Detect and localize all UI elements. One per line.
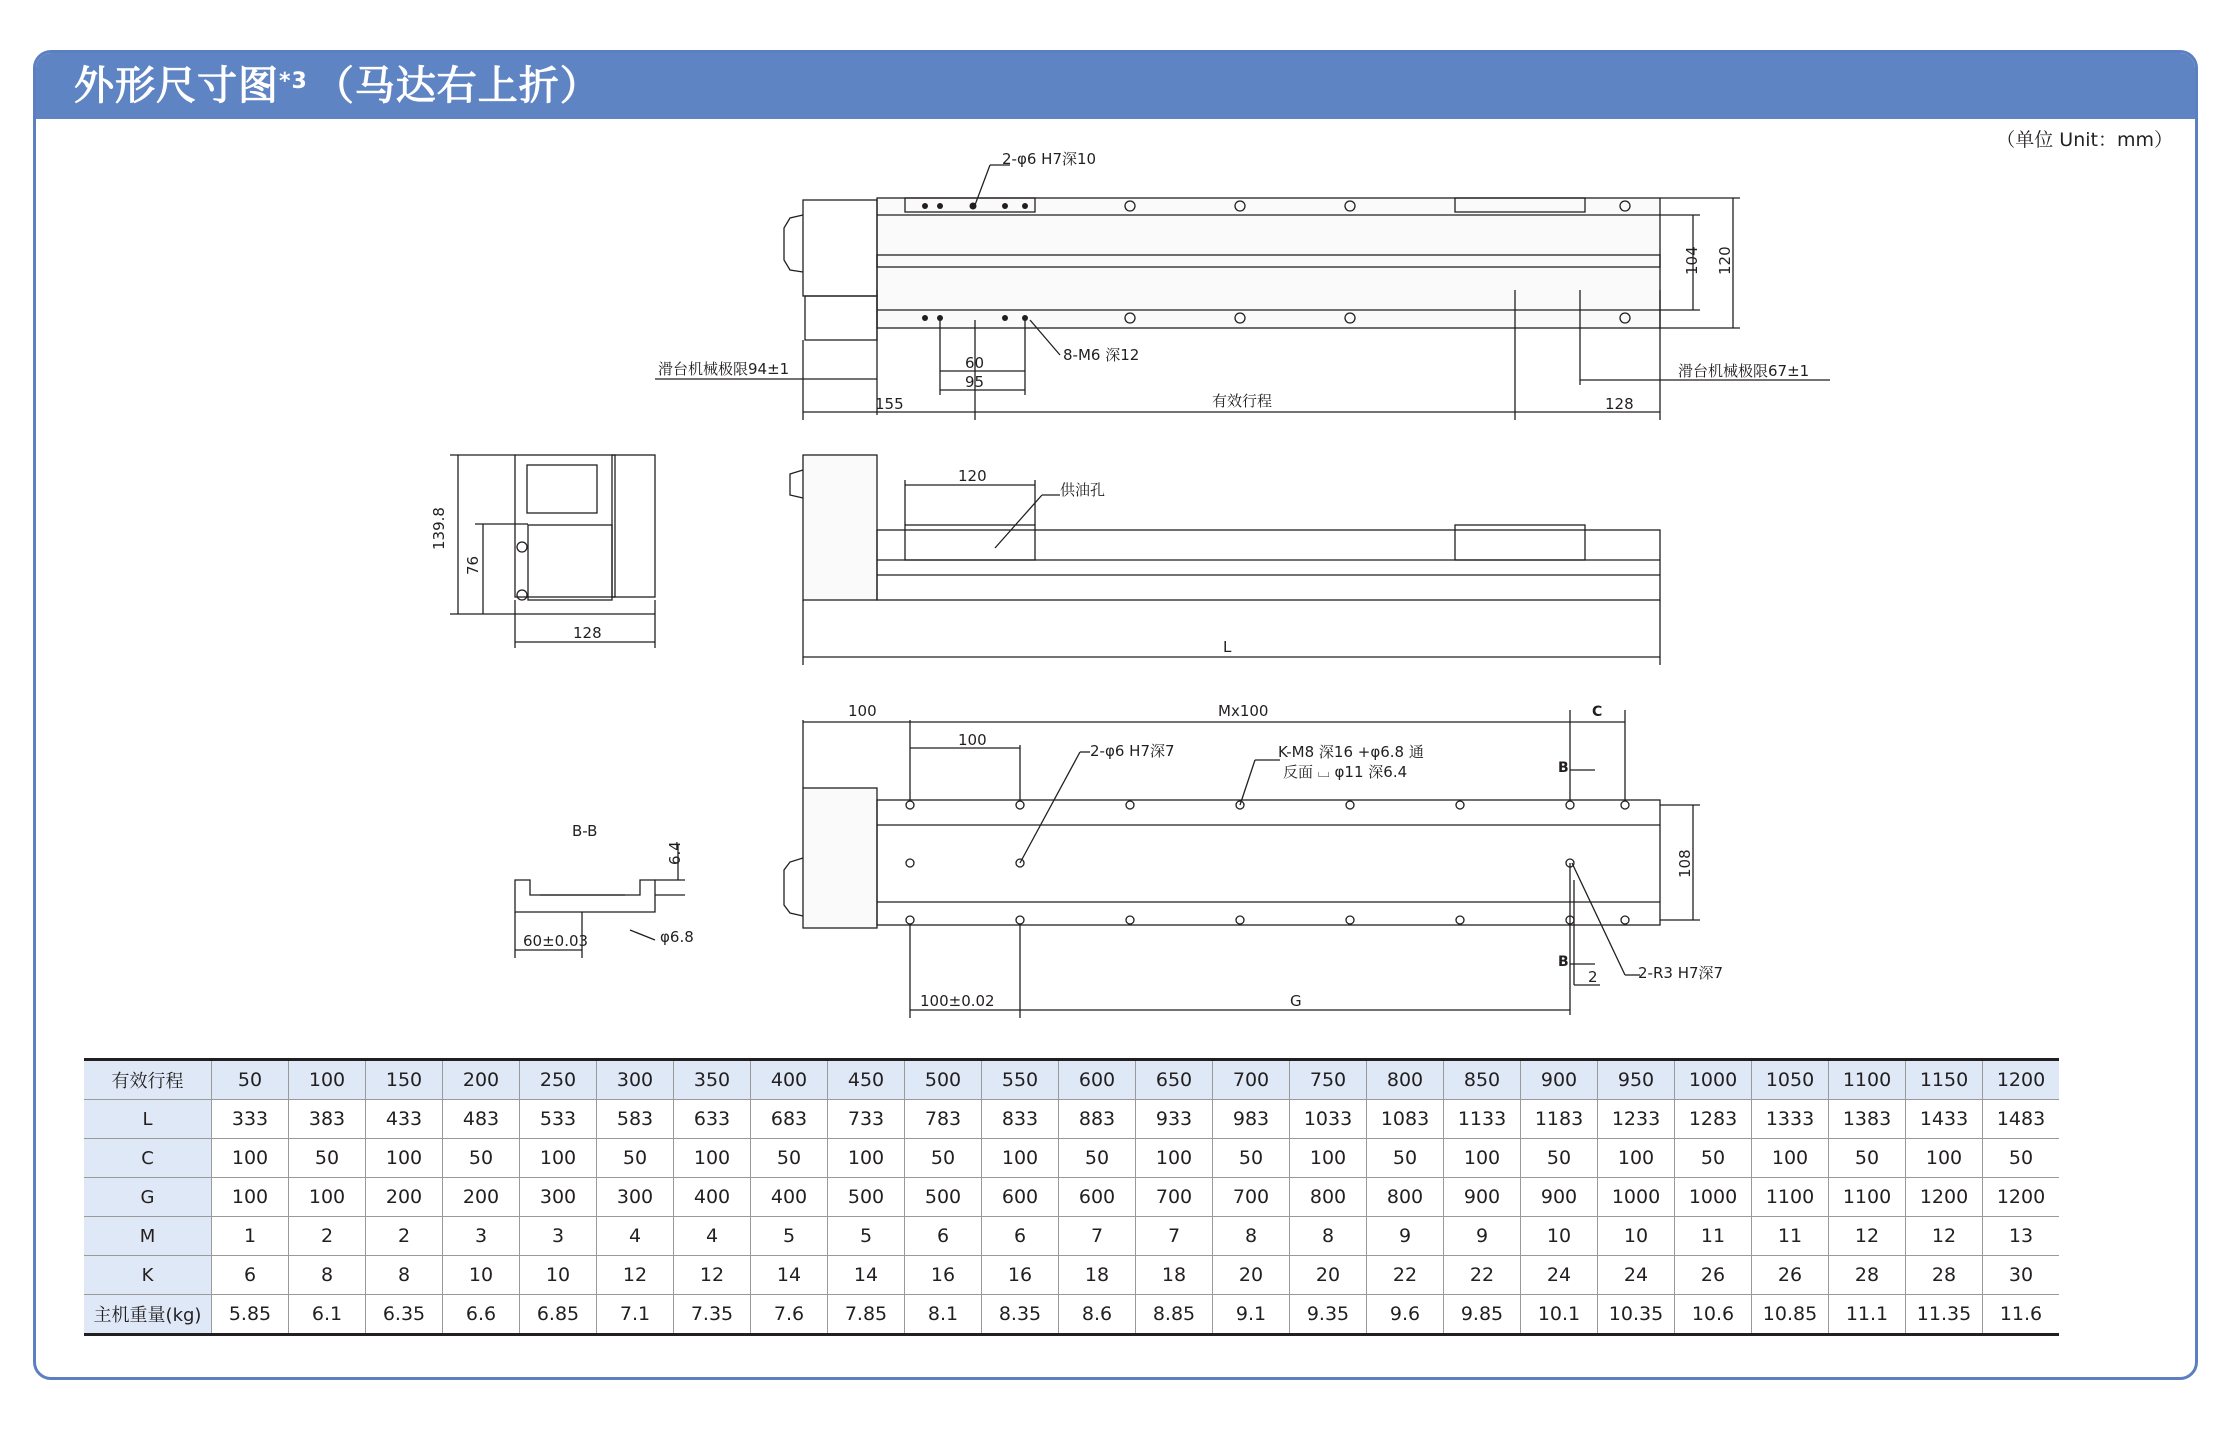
table-cell: 50 (289, 1139, 366, 1178)
b-marker-top: B (1558, 760, 1569, 776)
table-cell: 28 (1906, 1256, 1983, 1295)
table-cell: 100 (1290, 1139, 1367, 1178)
title-subtitle: （马达右上折） (313, 63, 601, 109)
table-cell: 1183 (1521, 1100, 1598, 1139)
table-cell: 8 (1290, 1217, 1367, 1256)
table-cell: 9.35 (1290, 1295, 1367, 1335)
table-cell: 100 (1444, 1139, 1521, 1178)
table-cell: 50 (905, 1139, 982, 1178)
table-cell: 333 (212, 1100, 289, 1139)
table-cell: 500 (905, 1178, 982, 1217)
top-view (655, 150, 1830, 420)
dim-128: 128 (1605, 395, 1634, 413)
table-cell: 1000 (1675, 1178, 1752, 1217)
table-cell: 10 (1598, 1217, 1675, 1256)
table-cell: 7 (1136, 1217, 1213, 1256)
table-cell: 50 (1983, 1139, 2060, 1178)
end-mid-dim: 76 (464, 555, 482, 575)
side-view-motor (803, 455, 877, 600)
table-cell: 383 (289, 1100, 366, 1139)
table-cell: 10.35 (1598, 1295, 1675, 1335)
table-cell: 450 (828, 1060, 905, 1100)
bottom-hole-callout: 2-φ6 H7深7 (1090, 742, 1175, 760)
table-cell: 10.6 (1675, 1295, 1752, 1335)
table-cell: 100 (1598, 1139, 1675, 1178)
table-cell: 50 (1521, 1139, 1598, 1178)
table-cell: 983 (1213, 1100, 1290, 1139)
table-cell: 7.6 (751, 1295, 828, 1335)
table-cell: 6.35 (366, 1295, 443, 1335)
side-view-connector (790, 470, 803, 498)
table-cell: 600 (1059, 1178, 1136, 1217)
table-cell: 100 (1136, 1139, 1213, 1178)
top-hole-callout: 2-φ6 H7深10 (1002, 150, 1097, 168)
table-cell: 1083 (1367, 1100, 1444, 1139)
table-cell: 12 (1829, 1217, 1906, 1256)
table-cell: 300 (597, 1178, 674, 1217)
table-cell: 800 (1367, 1060, 1444, 1100)
table-cell: 5 (751, 1217, 828, 1256)
table-cell: 6 (212, 1256, 289, 1295)
table-cell: 100 (212, 1139, 289, 1178)
table-cell: 850 (1444, 1060, 1521, 1100)
table-cell: 10.85 (1752, 1295, 1829, 1335)
table-cell: 4 (597, 1217, 674, 1256)
title-text: 外形尺寸图 (74, 63, 279, 109)
side-dim-120: 120 (958, 467, 987, 485)
table-cell: 12 (1906, 1217, 1983, 1256)
side-view-rail (877, 530, 1660, 600)
table-cell: 900 (1444, 1178, 1521, 1217)
table-cell: 1283 (1675, 1100, 1752, 1139)
table-cell: 50 (443, 1139, 520, 1178)
table-cell: 6 (982, 1217, 1059, 1256)
table-cell: 733 (828, 1100, 905, 1139)
table-cell: 100 (828, 1139, 905, 1178)
table-cell: 7.85 (828, 1295, 905, 1335)
table-cell: 700 (1213, 1178, 1290, 1217)
table-cell: 400 (751, 1060, 828, 1100)
table-cell: 8 (366, 1256, 443, 1295)
table-cell: 10.1 (1521, 1295, 1598, 1335)
dim-100-tol: 100±0.02 (920, 992, 995, 1010)
bottom-view-body (877, 800, 1660, 925)
table-cell: 11.1 (1829, 1295, 1906, 1335)
dim-155: 155 (875, 395, 904, 413)
table-cell: 50 (1059, 1139, 1136, 1178)
table-cell: 9 (1367, 1217, 1444, 1256)
right-limit-dim: 滑台机械极限67±1 (1678, 362, 1810, 380)
section-width: 60±0.03 (523, 932, 589, 950)
dim-95: 95 (965, 373, 985, 391)
table-cell: 950 (1598, 1060, 1675, 1100)
table-cell: 18 (1136, 1256, 1213, 1295)
table-cell: 700 (1136, 1178, 1213, 1217)
table-cell: 783 (905, 1100, 982, 1139)
bottom-view-holes (906, 801, 1629, 924)
b-marker-bottom: B (1558, 954, 1569, 970)
table-cell: 12 (597, 1256, 674, 1295)
table-cell: 900 (1521, 1060, 1598, 1100)
table-cell: 3 (443, 1217, 520, 1256)
table-cell: 533 (520, 1100, 597, 1139)
bottom-view-connector (784, 858, 803, 916)
end-view-body (612, 455, 655, 597)
table-cell: 50 (1829, 1139, 1906, 1178)
table-cell: 8.35 (982, 1295, 1059, 1335)
table-cell: 400 (751, 1178, 828, 1217)
table-cell: 100 (982, 1139, 1059, 1178)
table-row (84, 1139, 2059, 1178)
table-cell: 1200 (1906, 1178, 1983, 1217)
table-cell: 1433 (1906, 1100, 1983, 1139)
table-cell: 1200 (1983, 1060, 2060, 1100)
table-cell: 2 (289, 1217, 366, 1256)
table-row (84, 1100, 2059, 1139)
table-cell: 800 (1290, 1178, 1367, 1217)
table-cell: 600 (982, 1178, 1059, 1217)
table-cell: 100 (289, 1060, 366, 1100)
section-hole: φ6.8 (660, 928, 694, 946)
top-tap-callout: 8-M6 深12 (1063, 346, 1140, 364)
slot-callout: 2-R3 H7深7 (1638, 964, 1724, 982)
table-row (84, 1217, 2059, 1256)
table-cell: 100 (1906, 1139, 1983, 1178)
table-cell: 883 (1059, 1100, 1136, 1139)
table-cell: 650 (1136, 1060, 1213, 1100)
table-row (84, 1178, 2059, 1217)
table-cell: 1150 (1906, 1060, 1983, 1100)
table-cell: 30 (1983, 1256, 2060, 1295)
side-view (790, 455, 1660, 665)
table-cell: 200 (366, 1178, 443, 1217)
top-view-body (877, 198, 1660, 328)
end-view-base (528, 525, 612, 600)
bottom-tap-callout: K-M8 深16 +φ6.8 通 (1278, 743, 1424, 761)
table-cell: 9.85 (1444, 1295, 1521, 1335)
table-cell: 28 (1829, 1256, 1906, 1295)
table-cell: 1 (212, 1217, 289, 1256)
table-cell: 1233 (1598, 1100, 1675, 1139)
table-cell: 7.35 (674, 1295, 751, 1335)
table-cell: 1100 (1829, 1178, 1906, 1217)
table-cell: 9.6 (1367, 1295, 1444, 1335)
table-cell: 24 (1598, 1256, 1675, 1295)
section-depth: 6.4 (666, 841, 684, 865)
row-header: L (84, 1100, 212, 1139)
table-cell: 26 (1675, 1256, 1752, 1295)
table-cell: 50 (1367, 1139, 1444, 1178)
table-cell: 14 (751, 1256, 828, 1295)
row-header: G (84, 1178, 212, 1217)
table-cell: 10 (443, 1256, 520, 1295)
table-cell: 50 (1675, 1139, 1752, 1178)
unit-note: （单位 Unit：mm） (1996, 129, 2173, 151)
table-cell: 700 (1213, 1060, 1290, 1100)
table-cell: 433 (366, 1100, 443, 1139)
table-cell: 800 (1367, 1178, 1444, 1217)
table-cell: 150 (366, 1060, 443, 1100)
table-cell: 100 (366, 1139, 443, 1178)
left-limit-dim: 滑台机械极限94±1 (658, 360, 790, 378)
table-cell: 5 (828, 1217, 905, 1256)
table-cell: 16 (905, 1256, 982, 1295)
row-header: K (84, 1256, 212, 1295)
bottom-dim-100b: 100 (958, 731, 987, 749)
table-cell: 100 (1752, 1139, 1829, 1178)
bottom-view (784, 702, 1723, 1018)
dim-60: 60 (965, 354, 985, 372)
end-width-dim: 128 (573, 624, 602, 642)
table-cell: 10 (1521, 1217, 1598, 1256)
table-cell: 300 (597, 1060, 674, 1100)
table-cell: 8 (289, 1256, 366, 1295)
table-cell: 833 (982, 1100, 1059, 1139)
section-title: B-B (572, 822, 598, 840)
table-cell: 583 (597, 1100, 674, 1139)
table-cell: 1000 (1675, 1060, 1752, 1100)
table-cell: 6.1 (289, 1295, 366, 1335)
top-view-motor-cover (805, 296, 877, 340)
table-cell: 6.6 (443, 1295, 520, 1335)
table-cell: 8.6 (1059, 1295, 1136, 1335)
dim-104: 104 (1683, 246, 1701, 275)
table-cell: 4 (674, 1217, 751, 1256)
row-header: 有效行程 (84, 1060, 212, 1100)
table-cell: 10 (520, 1256, 597, 1295)
table-cell: 24 (1521, 1256, 1598, 1295)
table-cell: 50 (1213, 1139, 1290, 1178)
table-cell: 200 (443, 1178, 520, 1217)
table-cell: 16 (982, 1256, 1059, 1295)
c-dim: C (1592, 704, 1603, 720)
table-cell: 12 (674, 1256, 751, 1295)
table-cell: 1000 (1598, 1178, 1675, 1217)
table-cell: 483 (443, 1100, 520, 1139)
table-cell: 1100 (1829, 1060, 1906, 1100)
bottom-view-motor (803, 788, 877, 928)
table-cell: 7 (1059, 1217, 1136, 1256)
table-cell: 8.1 (905, 1295, 982, 1335)
table-cell: 1333 (1752, 1100, 1829, 1139)
table-cell: 750 (1290, 1060, 1367, 1100)
table-cell: 1133 (1444, 1100, 1521, 1139)
dim-2: 2 (1588, 968, 1598, 986)
table-cell: 50 (751, 1139, 828, 1178)
table-cell: 8 (1213, 1217, 1290, 1256)
table-cell: 1200 (1983, 1178, 2060, 1217)
table-cell: 1050 (1752, 1060, 1829, 1100)
top-view-motor (803, 200, 877, 296)
table-cell: 500 (828, 1178, 905, 1217)
table-cell: 9.1 (1213, 1295, 1290, 1335)
table-cell: 683 (751, 1100, 828, 1139)
row-header: C (84, 1139, 212, 1178)
table-cell: 100 (212, 1178, 289, 1217)
table-cell: 2 (366, 1217, 443, 1256)
table-cell: 550 (982, 1060, 1059, 1100)
table-cell: 11.6 (1983, 1295, 2060, 1335)
table-cell: 100 (289, 1178, 366, 1217)
table-cell: 14 (828, 1256, 905, 1295)
table-cell: 100 (674, 1139, 751, 1178)
table-cell: 20 (1290, 1256, 1367, 1295)
end-view (430, 455, 655, 648)
table-cell: 50 (597, 1139, 674, 1178)
spec-table (84, 1058, 2059, 1336)
section-profile (515, 880, 655, 912)
title-footnote-mark: *3 (279, 69, 308, 94)
table-cell: 13 (1983, 1217, 2060, 1256)
table-cell: 11 (1752, 1217, 1829, 1256)
table-row (84, 1060, 2059, 1100)
table-cell: 11 (1675, 1217, 1752, 1256)
end-height-dim: 139.8 (430, 507, 448, 550)
table-cell: 200 (443, 1060, 520, 1100)
end-view-coupling (527, 465, 597, 513)
row-header: M (84, 1217, 212, 1256)
table-cell: 350 (674, 1060, 751, 1100)
table-cell: 50 (212, 1060, 289, 1100)
table-cell: 22 (1367, 1256, 1444, 1295)
table-row (84, 1256, 2059, 1295)
table-cell: 1033 (1290, 1100, 1367, 1139)
dim-108: 108 (1676, 849, 1694, 878)
table-row (84, 1295, 2059, 1335)
table-cell: 3 (520, 1217, 597, 1256)
table-cell: 26 (1752, 1256, 1829, 1295)
table-cell: 11.35 (1906, 1295, 1983, 1335)
side-length-dim: L (1223, 638, 1232, 656)
table-cell: 933 (1136, 1100, 1213, 1139)
pitch-dim: Mx100 (1218, 702, 1269, 720)
table-cell: 300 (520, 1178, 597, 1217)
table-cell: 1100 (1752, 1178, 1829, 1217)
table-cell: 18 (1059, 1256, 1136, 1295)
table-cell: 900 (1521, 1178, 1598, 1217)
table-cell: 9 (1444, 1217, 1521, 1256)
table-cell: 633 (674, 1100, 751, 1139)
table-cell: 20 (1213, 1256, 1290, 1295)
end-view-motor (515, 455, 615, 597)
stroke-label: 有效行程 (1212, 392, 1273, 410)
table-cell: 8.85 (1136, 1295, 1213, 1335)
g-dim: G (1290, 992, 1302, 1010)
section-bb (515, 822, 694, 958)
counterbore-callout: 反面 ⌴ φ11 深6.4 (1283, 763, 1408, 781)
top-view-connector (784, 215, 803, 272)
oil-hole-label: 供油孔 (1060, 481, 1106, 499)
table-cell: 6.85 (520, 1295, 597, 1335)
table-cell: 1383 (1829, 1100, 1906, 1139)
table-cell: 400 (674, 1178, 751, 1217)
table-cell: 1483 (1983, 1100, 2060, 1139)
table-cell: 500 (905, 1060, 982, 1100)
dim-120: 120 (1716, 246, 1734, 275)
bottom-dim-100: 100 (848, 702, 877, 720)
table-cell: 6 (905, 1217, 982, 1256)
row-header: 主机重量(kg) (84, 1295, 212, 1335)
table-cell: 7.1 (597, 1295, 674, 1335)
table-cell: 22 (1444, 1256, 1521, 1295)
table-cell: 5.85 (212, 1295, 289, 1335)
table-cell: 250 (520, 1060, 597, 1100)
table-cell: 600 (1059, 1060, 1136, 1100)
table-cell: 100 (520, 1139, 597, 1178)
